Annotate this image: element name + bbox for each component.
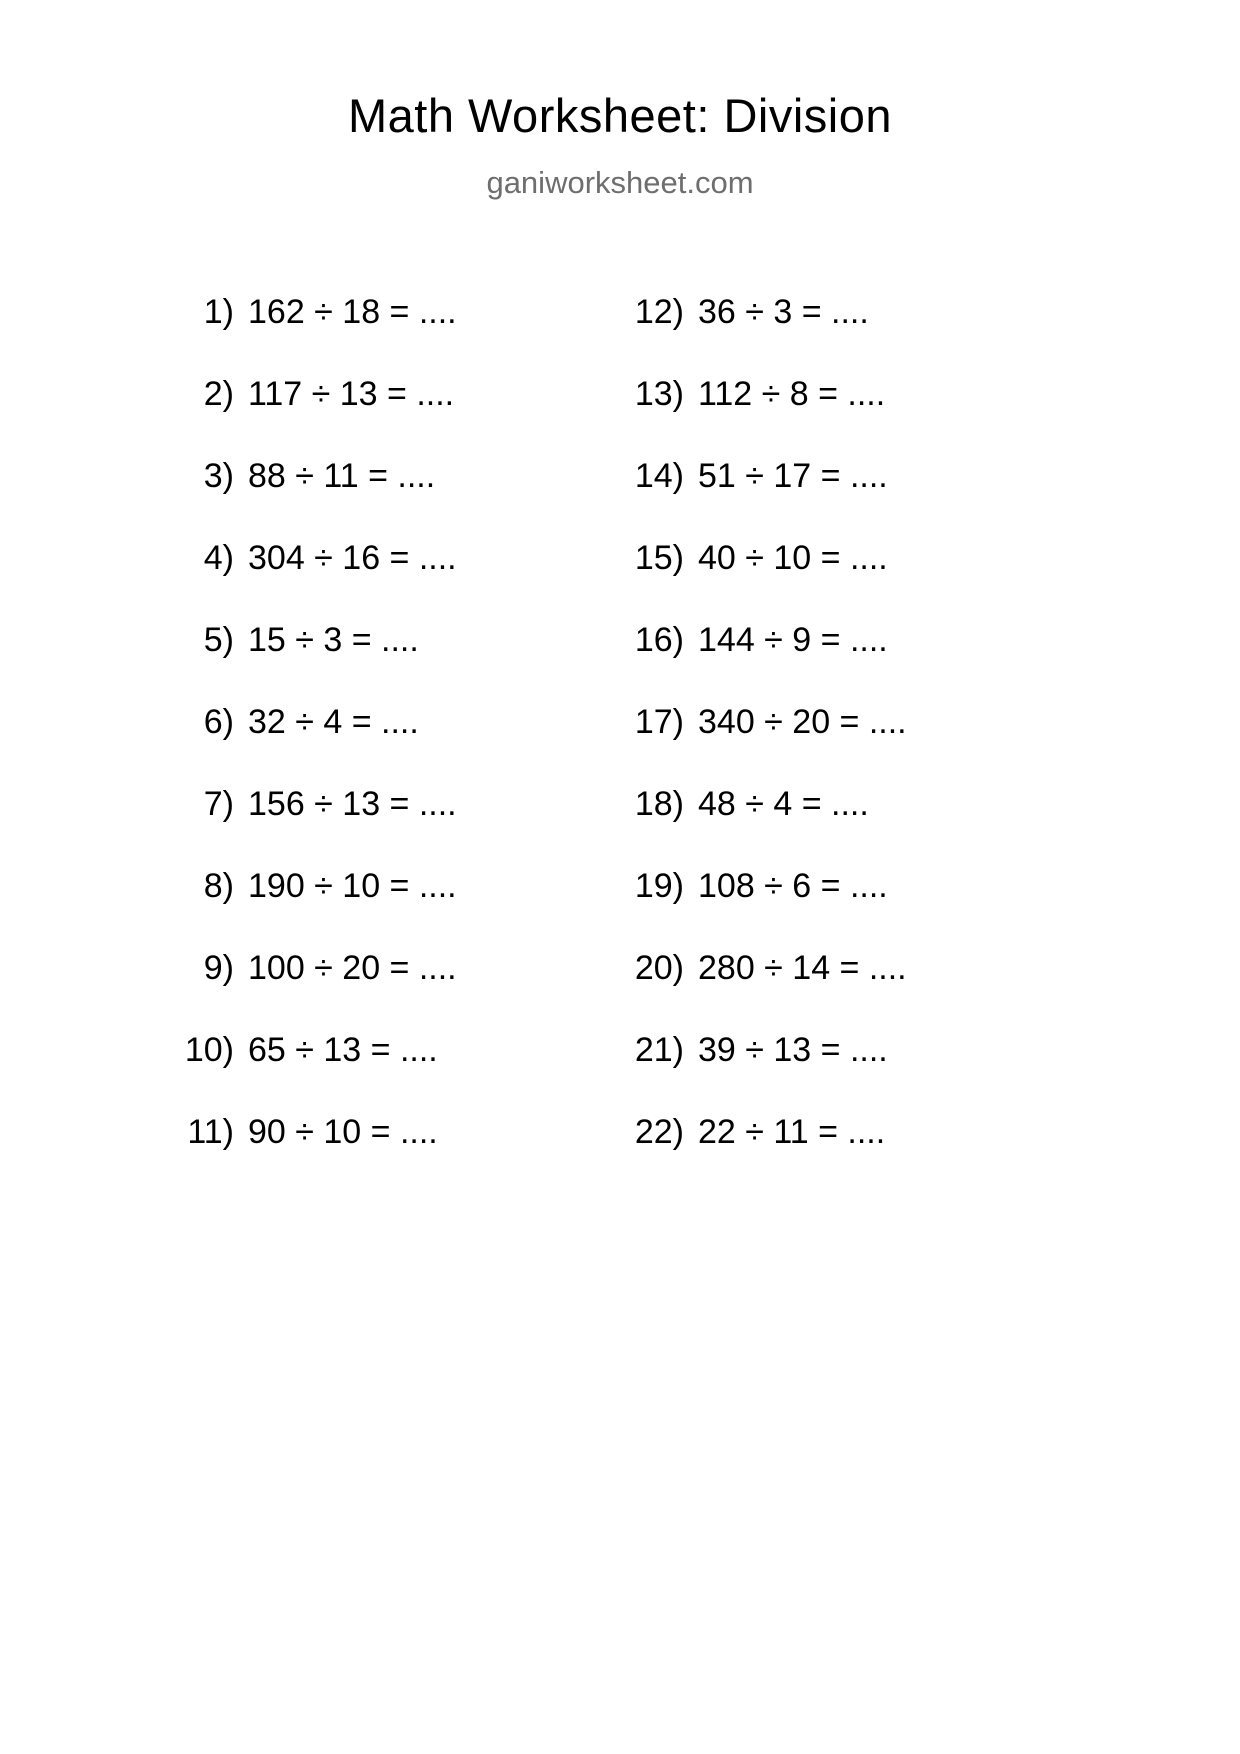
problem-expression: 39 ÷ 13 = ....	[698, 1031, 888, 1069]
problem-item	[626, 293, 1056, 375]
problem-item	[176, 785, 626, 867]
problem-number: 2)	[203, 375, 234, 413]
problem-expression: 90 ÷ 10 = ....	[248, 1113, 438, 1151]
problem-number: 19)	[634, 867, 684, 905]
problem-expression: 40 ÷ 10 = ....	[698, 539, 888, 577]
problem-column-right	[626, 293, 1056, 1195]
problem-expression: 100 ÷ 20 = ....	[248, 949, 457, 987]
problem-item	[176, 457, 626, 539]
problem-expression: 22 ÷ 11 = ....	[698, 1113, 886, 1151]
problem-number: 9)	[203, 949, 234, 987]
problem-expression: 280 ÷ 14 = ....	[698, 949, 907, 987]
problem-item	[626, 375, 1056, 457]
problem-number: 22)	[634, 1113, 684, 1151]
problem-expression: 190 ÷ 10 = ....	[248, 867, 457, 905]
problem-expression: 88 ÷ 11 = ....	[248, 457, 436, 495]
problem-expression: 304 ÷ 16 = ....	[248, 539, 457, 577]
problem-number: 20)	[634, 949, 684, 987]
problem-item	[626, 1031, 1056, 1113]
problem-number: 7)	[203, 785, 234, 823]
problem-item	[176, 703, 626, 785]
problem-expression: 117 ÷ 13 = ....	[248, 375, 455, 413]
problem-number: 12)	[634, 293, 684, 331]
problem-item	[626, 949, 1056, 1031]
problem-number: 3)	[203, 457, 234, 495]
problem-number: 15)	[634, 539, 684, 577]
problem-columns	[0, 293, 1240, 1195]
problem-item	[176, 1031, 626, 1113]
problem-expression: 340 ÷ 20 = ....	[698, 703, 907, 741]
problem-item	[176, 621, 626, 703]
problem-expression: 15 ÷ 3 = ....	[248, 621, 419, 659]
problem-number: 11)	[187, 1113, 234, 1151]
problem-number: 5)	[203, 621, 234, 659]
problem-expression: 144 ÷ 9 = ....	[698, 621, 888, 659]
problem-number: 10)	[184, 1031, 234, 1069]
problem-item	[626, 1113, 1056, 1195]
page-title: Math Worksheet: Division	[348, 89, 892, 142]
problem-expression: 51 ÷ 17 = ....	[698, 457, 888, 495]
problem-item	[626, 867, 1056, 949]
problem-column-left	[176, 293, 626, 1195]
problem-expression: 156 ÷ 13 = ....	[248, 785, 457, 823]
site-subtitle: ganiworksheet.com	[486, 165, 754, 200]
problem-item	[626, 457, 1056, 539]
problem-item	[176, 867, 626, 949]
problem-item	[176, 293, 626, 375]
problem-expression: 48 ÷ 4 = ....	[698, 785, 869, 823]
problem-expression: 108 ÷ 6 = ....	[698, 867, 888, 905]
problem-item	[626, 621, 1056, 703]
problem-number: 16)	[634, 621, 684, 659]
problem-number: 8)	[203, 867, 234, 905]
problem-number: 14)	[634, 457, 684, 495]
problem-expression: 36 ÷ 3 = ....	[698, 293, 869, 331]
problem-item	[626, 785, 1056, 867]
problem-expression: 32 ÷ 4 = ....	[248, 703, 419, 741]
problem-number: 4)	[203, 539, 234, 577]
problem-item	[176, 375, 626, 457]
problem-expression: 65 ÷ 13 = ....	[248, 1031, 438, 1069]
problem-item	[626, 703, 1056, 785]
problem-expression: 112 ÷ 8 = ....	[698, 375, 886, 413]
problem-item	[176, 1113, 626, 1195]
problem-number: 17)	[634, 703, 684, 741]
problem-item	[176, 949, 626, 1031]
problem-number: 1)	[203, 293, 234, 331]
problem-item	[176, 539, 626, 621]
problem-item	[626, 539, 1056, 621]
problem-expression: 162 ÷ 18 = ....	[248, 293, 457, 331]
problem-number: 13)	[634, 375, 684, 413]
problem-number: 18)	[634, 785, 684, 823]
problem-number: 6)	[203, 703, 234, 741]
problem-number: 21)	[634, 1031, 684, 1069]
